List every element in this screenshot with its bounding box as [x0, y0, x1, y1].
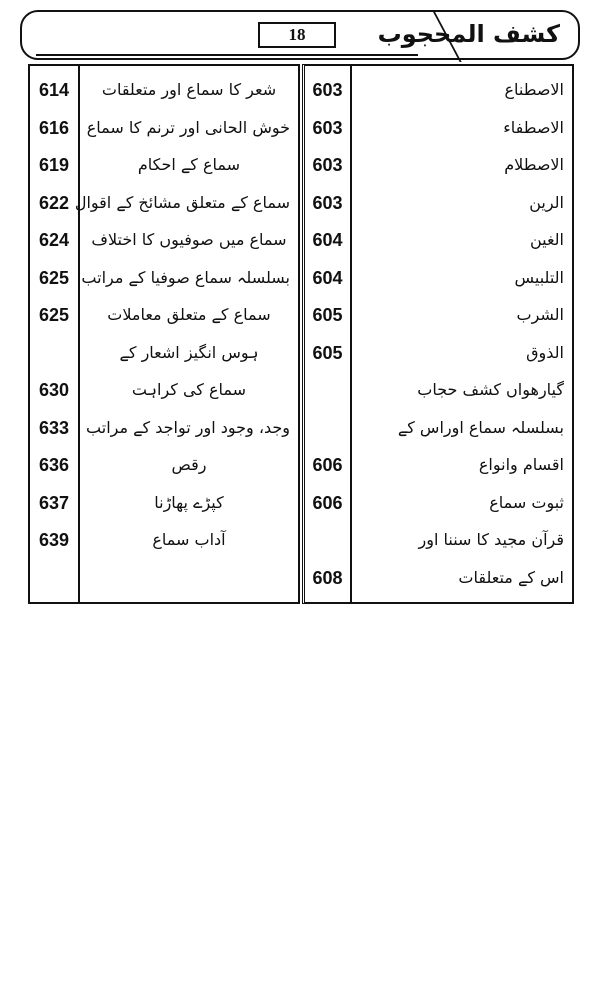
- page-ref: 633: [38, 417, 70, 438]
- topic-entry: سماع کے متعلق معاملات: [107, 305, 271, 324]
- page-ref: 606: [312, 492, 343, 513]
- topic-entry: آداب سماع: [152, 530, 226, 549]
- topic-entry: الاصطلام: [504, 155, 564, 174]
- page-ref: 624: [38, 230, 70, 250]
- topic-entry: اس کے متعلقات: [458, 567, 564, 587]
- page-ref: 603: [312, 80, 343, 100]
- topic-entry: التلبیس: [514, 267, 564, 287]
- page-ref: 622: [38, 192, 70, 213]
- page-ref: 625: [38, 267, 70, 288]
- page-ref: [30, 335, 78, 371]
- page-ref: 603: [312, 117, 343, 138]
- page-header: [20, 10, 580, 60]
- page-ref: 604: [312, 267, 343, 288]
- left-pages-column: [28, 64, 80, 604]
- topic-entry: رقص: [171, 455, 207, 474]
- topic-entry: کپڑے پھاڑنا: [154, 492, 224, 512]
- page-ref: 608: [312, 567, 343, 588]
- topic-entry: الشرب: [516, 305, 564, 324]
- topic-entry: الاصطناع: [504, 80, 564, 99]
- topic-entry: سماع کے احکام: [137, 155, 241, 174]
- topic-entry: بسلسلہ سماع صوفیا کے مراتب: [81, 267, 290, 287]
- page-ref: 605: [312, 305, 343, 325]
- book-title: کشف المحجوب: [377, 20, 560, 48]
- page-ref: 604: [312, 230, 343, 250]
- topic-entry: قرآن مجید کا سننا اور: [418, 530, 564, 549]
- page-ref: 603: [312, 192, 343, 213]
- page-ref: [305, 410, 350, 446]
- right-pages-column: [302, 64, 352, 604]
- topic-entry: [88, 560, 290, 596]
- page-ref: 639: [38, 530, 70, 550]
- topic-entry: اقسام وانواع: [478, 455, 564, 474]
- topic-entry: الغین: [529, 230, 564, 249]
- topic-entry: الرین: [529, 192, 564, 212]
- topic-entry: الذوق: [526, 342, 564, 362]
- left-topics-column: [74, 64, 300, 604]
- header-rule: [36, 54, 418, 56]
- page-ref: [305, 372, 350, 408]
- topic-entry: شعر کا سماع اور متعلقات: [101, 80, 277, 99]
- topic-entry: وجد، وجود اور تواجد کے مراتب: [86, 417, 290, 437]
- page-ref: [305, 522, 350, 558]
- topic-entry: سماع کی کراہت: [131, 380, 247, 399]
- topic-entry: سماع کے متعلق مشائخ کے اقوال: [74, 192, 290, 212]
- page-number: 18: [258, 22, 336, 48]
- topic-entry: ہوس انگیز اشعار کے: [119, 342, 259, 362]
- topic-entry: ثبوت سماع: [489, 492, 564, 512]
- page-ref: 619: [38, 155, 70, 175]
- page-ref: 603: [312, 155, 343, 175]
- topic-entry: سماع میں صوفیوں کا اختلاف: [91, 230, 287, 249]
- topic-entry: الاصطفاء: [503, 117, 564, 137]
- page-ref: 614: [38, 80, 70, 100]
- page-ref: 605: [312, 342, 343, 363]
- page-ref: 636: [38, 455, 70, 475]
- page-ref: 616: [38, 117, 70, 138]
- topic-entry: بسلسلہ سماع اوراس کے: [397, 417, 564, 437]
- topic-entry: خوش الحانی اور ترنم کا سماع: [86, 117, 290, 137]
- page-ref: 637: [38, 492, 70, 513]
- page-ref: [30, 560, 78, 596]
- right-topics-column: [352, 64, 574, 604]
- page-ref: 606: [312, 455, 343, 475]
- topic-entry: گیارھواں کشف حجاب: [417, 380, 564, 399]
- page-ref: 630: [38, 380, 70, 400]
- page-ref: 625: [38, 305, 70, 325]
